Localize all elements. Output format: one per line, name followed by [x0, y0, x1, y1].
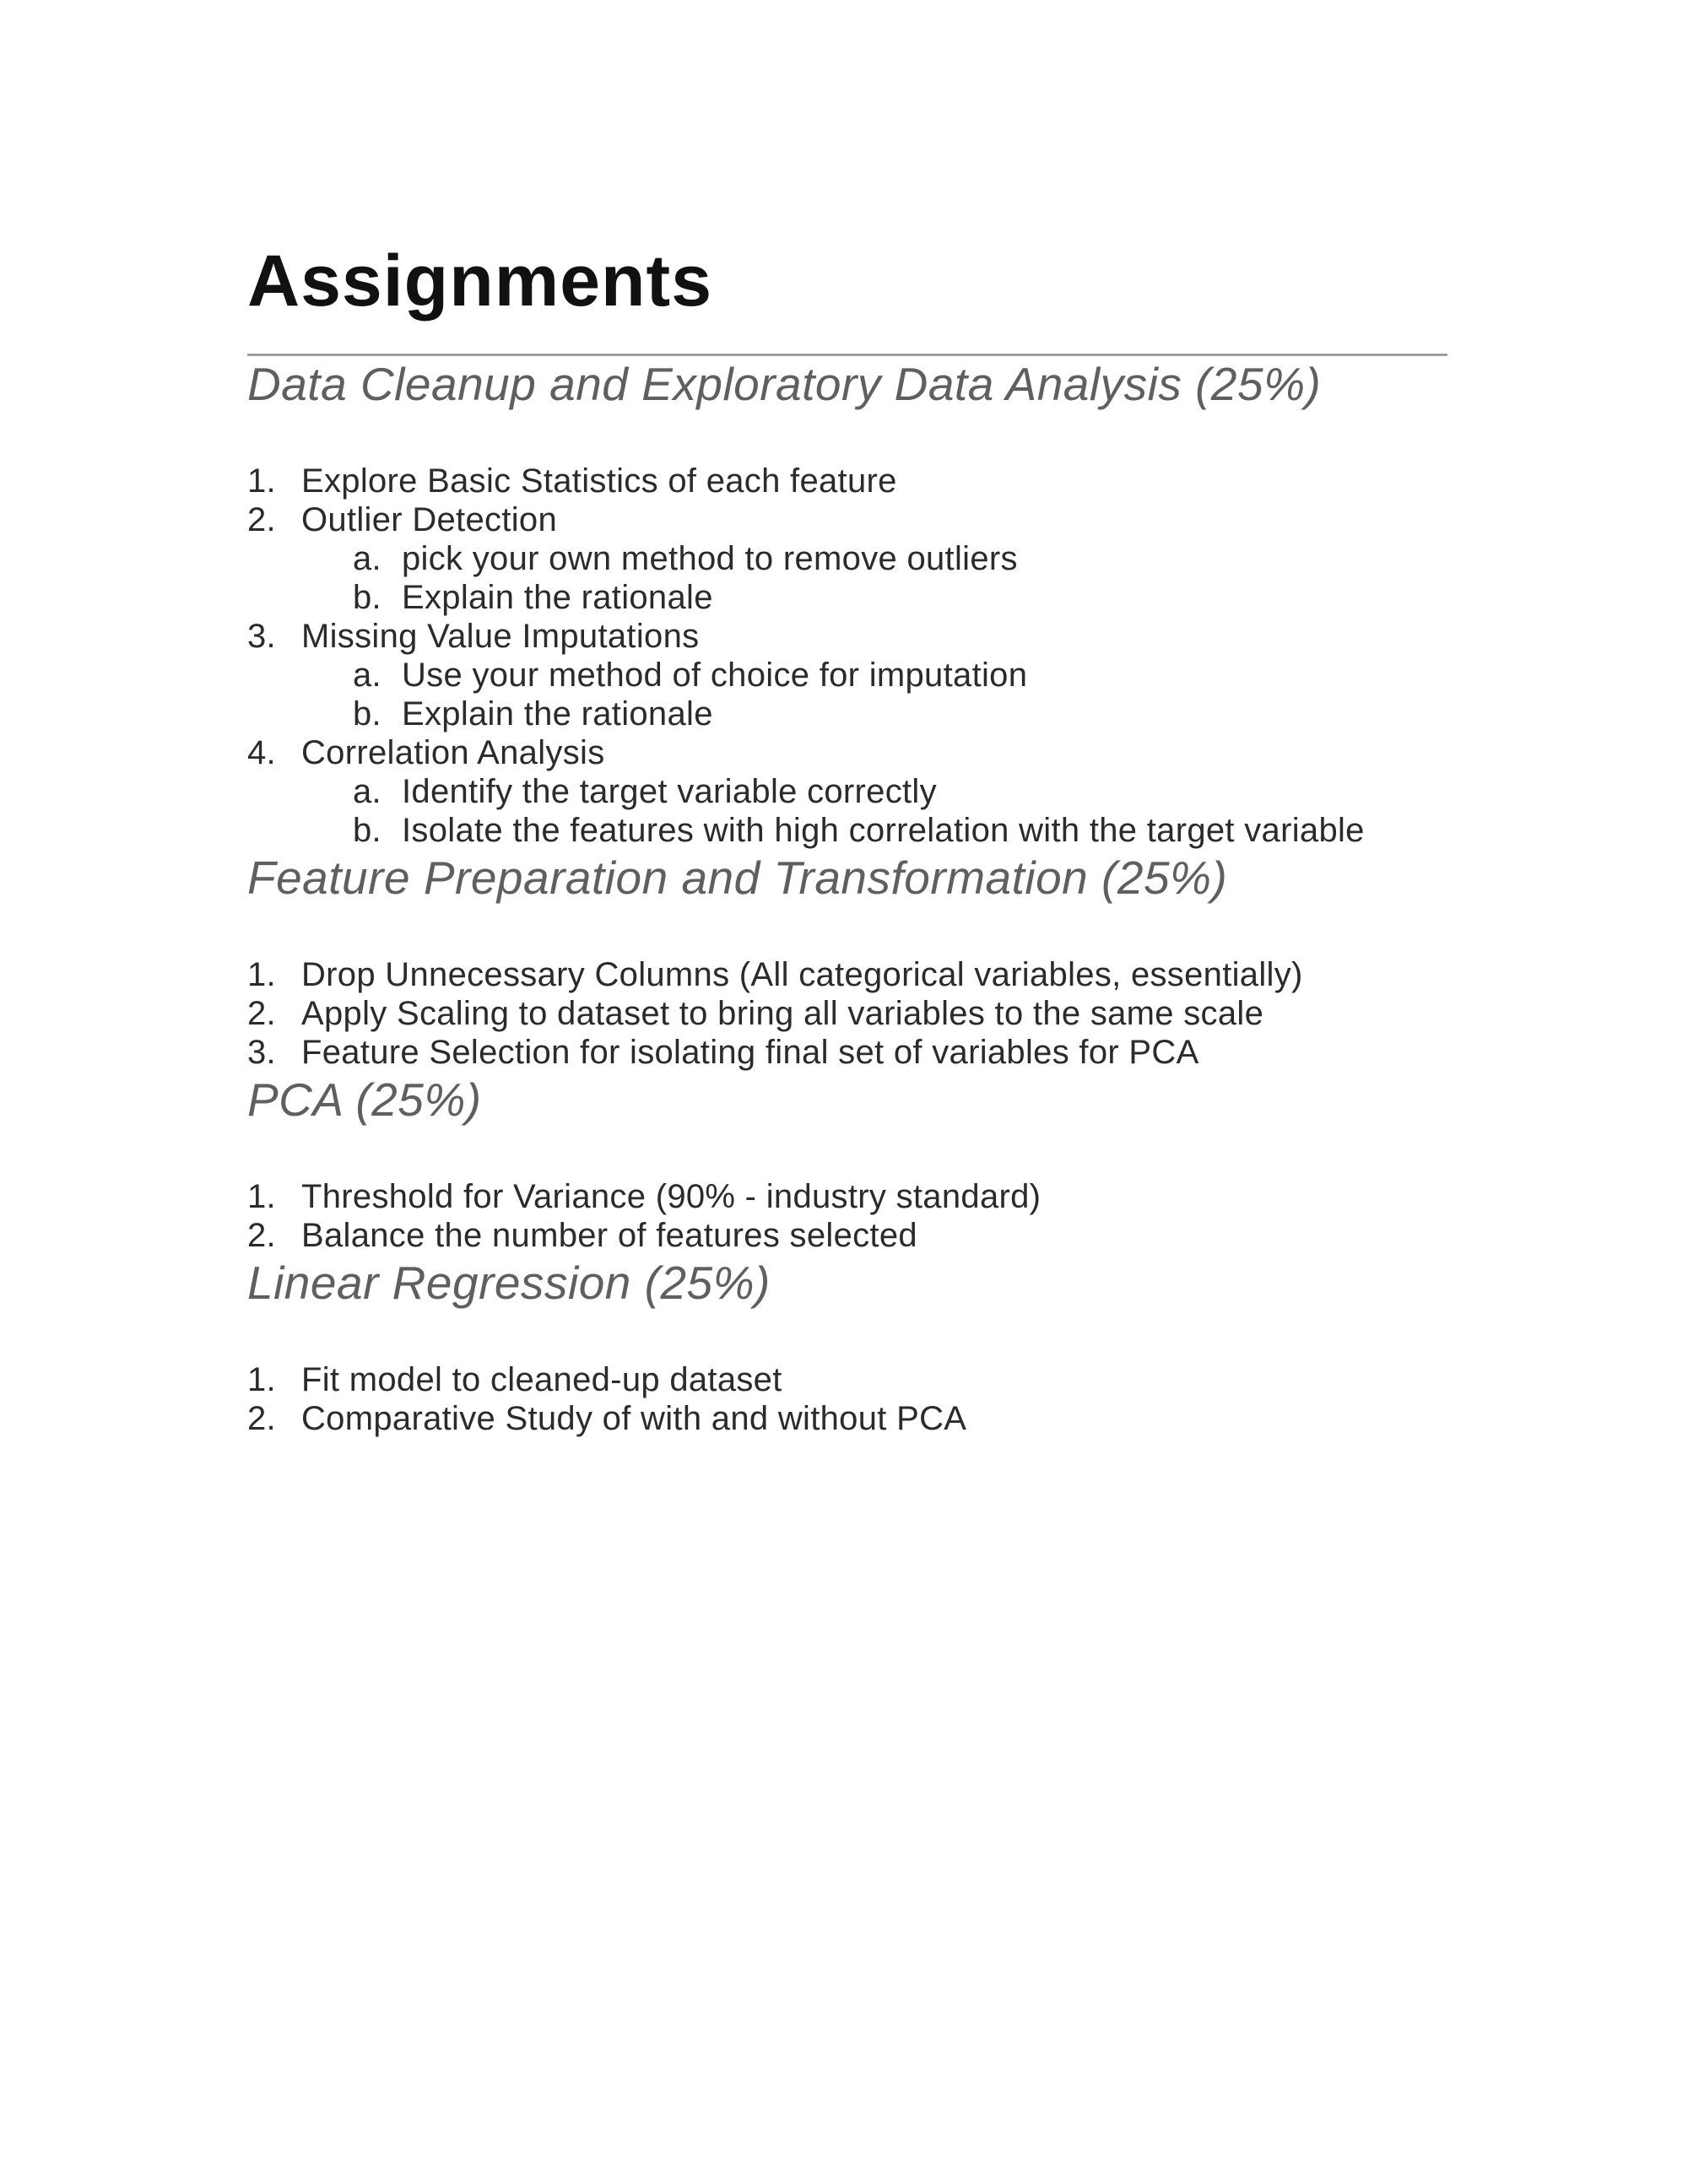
document-title: Assignments — [247, 241, 713, 322]
list-item — [247, 1399, 1447, 1438]
item-number: 1. — [247, 462, 276, 500]
sub-list-item — [353, 695, 1447, 733]
section-list — [247, 955, 1447, 1072]
item-number: 1. — [247, 1178, 276, 1215]
item-text: pick your own method to remove outliers — [402, 540, 1018, 577]
section-linear-regression — [247, 1255, 1447, 1438]
item-number: 2. — [247, 1217, 276, 1254]
item-text: Apply Scaling to dataset to bring all variables to the same scale — [301, 995, 1264, 1032]
item-text: Threshold for Variance (90% - industry standard) — [301, 1178, 1041, 1215]
item-text: Outlier Detection — [301, 501, 558, 538]
item-text: Drop Unnecessary Columns (All categorical variables, essentially) — [301, 956, 1303, 993]
list-item — [247, 462, 1447, 500]
section-list — [247, 1360, 1447, 1438]
item-text: Explain the rationale — [402, 579, 713, 616]
list-item — [247, 733, 1447, 772]
item-number: 2. — [247, 1400, 276, 1437]
section-heading: Linear Regression (25%) — [247, 1257, 771, 1309]
sub-list-item — [353, 772, 1447, 811]
item-text: Use your method of choice for imputation — [402, 657, 1028, 694]
sub-list-item — [353, 578, 1447, 617]
item-number: 3. — [247, 618, 276, 655]
item-number: 1. — [247, 956, 276, 993]
item-letter: b. — [353, 695, 381, 733]
section-data-cleanup — [247, 356, 1447, 850]
item-letter: a. — [353, 540, 381, 577]
section-feature-prep — [247, 850, 1447, 1072]
item-text: Missing Value Imputations — [301, 618, 700, 655]
item-letter: a. — [353, 773, 381, 810]
section-list — [247, 1177, 1447, 1255]
item-number: 1. — [247, 1361, 276, 1398]
item-number: 3. — [247, 1034, 276, 1071]
item-text: Correlation Analysis — [301, 734, 605, 771]
item-number: 2. — [247, 501, 276, 538]
list-item — [247, 1177, 1447, 1216]
sub-list-item — [353, 656, 1447, 695]
list-item — [247, 1033, 1447, 1072]
item-text: Identify the target variable correctly — [402, 773, 937, 810]
section-heading: PCA (25%) — [247, 1073, 482, 1126]
list-item — [247, 955, 1447, 994]
list-item — [247, 500, 1447, 539]
list-item — [247, 617, 1447, 656]
item-text: Fit model to cleaned-up dataset — [301, 1361, 782, 1398]
item-text: Balance the number of features selected — [301, 1217, 917, 1254]
sub-list-item — [353, 539, 1447, 578]
section-list — [247, 462, 1447, 850]
item-letter: b. — [353, 579, 381, 616]
list-item — [247, 994, 1447, 1033]
item-number: 2. — [247, 995, 276, 1032]
document-content — [247, 0, 1447, 1438]
section-heading: Data Cleanup and Exploratory Data Analysis (25%) — [247, 358, 1322, 410]
list-item — [247, 1360, 1447, 1399]
item-text: Explore Basic Statistics of each feature — [301, 462, 897, 500]
item-text: Comparative Study of with and without PCA — [301, 1400, 967, 1437]
item-text: Feature Selection for isolating final set of variables for PCA — [301, 1034, 1199, 1071]
section-heading: Feature Preparation and Transformation (25%) — [247, 851, 1228, 904]
list-item — [247, 1216, 1447, 1255]
item-letter: b. — [353, 812, 381, 849]
item-number: 4. — [247, 734, 276, 771]
item-text: Isolate the features with high correlation with the target variable — [402, 812, 1365, 849]
section-pca — [247, 1072, 1447, 1255]
item-letter: a. — [353, 657, 381, 694]
sub-list-item — [353, 811, 1447, 850]
item-text: Explain the rationale — [402, 695, 713, 733]
